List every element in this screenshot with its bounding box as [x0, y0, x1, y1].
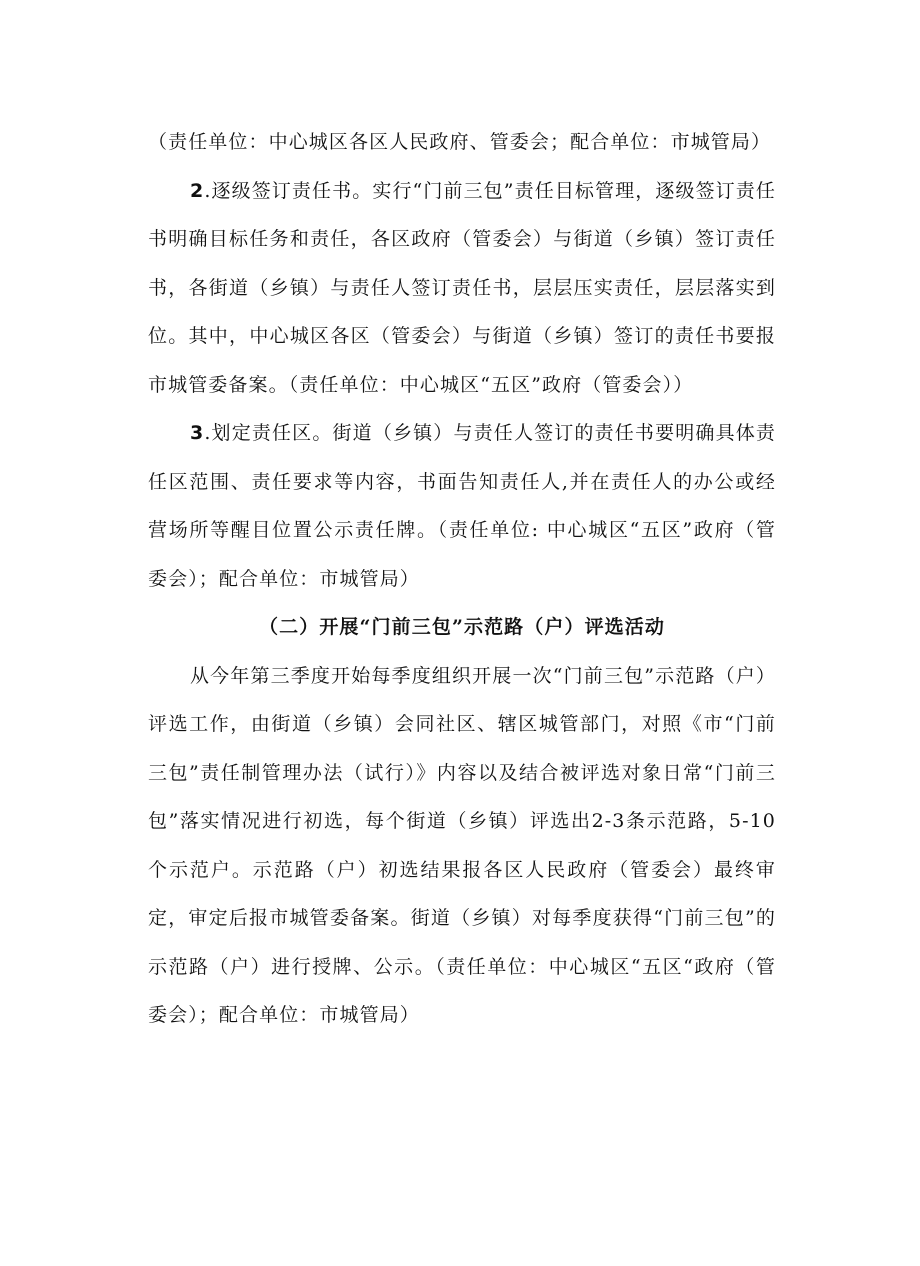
item-2-paragraph: [148, 167, 776, 410]
responsibility-note-paragraph: （责任单位：中心城区各区人民政府、管委会；配合单位：市城管局）: [148, 131, 772, 153]
item-3-paragraph: [148, 409, 776, 603]
document-body: [148, 118, 776, 1040]
item-2-number: 2: [190, 179, 205, 202]
item-3-text: .划定责任区。街道（乡镇）与责任人签订的责任书要明确具体责任区范围、责任要求等内容，书面告知责任人,并在责任人的办公或经营场所等醒目位置公示责任牌。（责任单位: 中心城区“五区”政府（管委会）；配合单位：市城管局）: [148, 422, 776, 590]
item-3-number: 3: [190, 422, 205, 444]
section-heading: （二）开展“门前三包”示范路（户）评选活动: [259, 616, 665, 638]
selection-activity-paragraph: 从今年第三季度开始每季度组织开展一次“门前三包”示范路（户）评选工作，由街道（乡镇）会同社区、辖区城管部门，对照《市“门前三包”责任制管理办法（试行）》内容以及结合被评选对象日常“门前三包”落实情况进行初选，每个街道（乡镇）评选出2-3条示范路，5-10个示范户。示范路（户）初选结果报各区人民政府（管委会）最终审定，审定后报市城管委备案。街道（乡镇）对每季度获得“门前三包”的示范路（户）进行授牌、公示。（责任单位：中心城区“五区“政府（管委会）；配合单位：市城管局）: [148, 664, 776, 1026]
item-2-text: .逐级签订责任书。实行“门前三包”责任目标管理，逐级签订责任书明确目标任务和责任，各区政府（管委会）与街道（乡镇）签订责任书，各街道（乡镇）与责任人签订责任书，层层压实责任，层层落实到位。其中，中心城区各区（管委会）与街道（乡镇）签订的责任书要报市城管委备案。（责任单位：中心城区“五区”政府（管委会））: [148, 179, 776, 396]
